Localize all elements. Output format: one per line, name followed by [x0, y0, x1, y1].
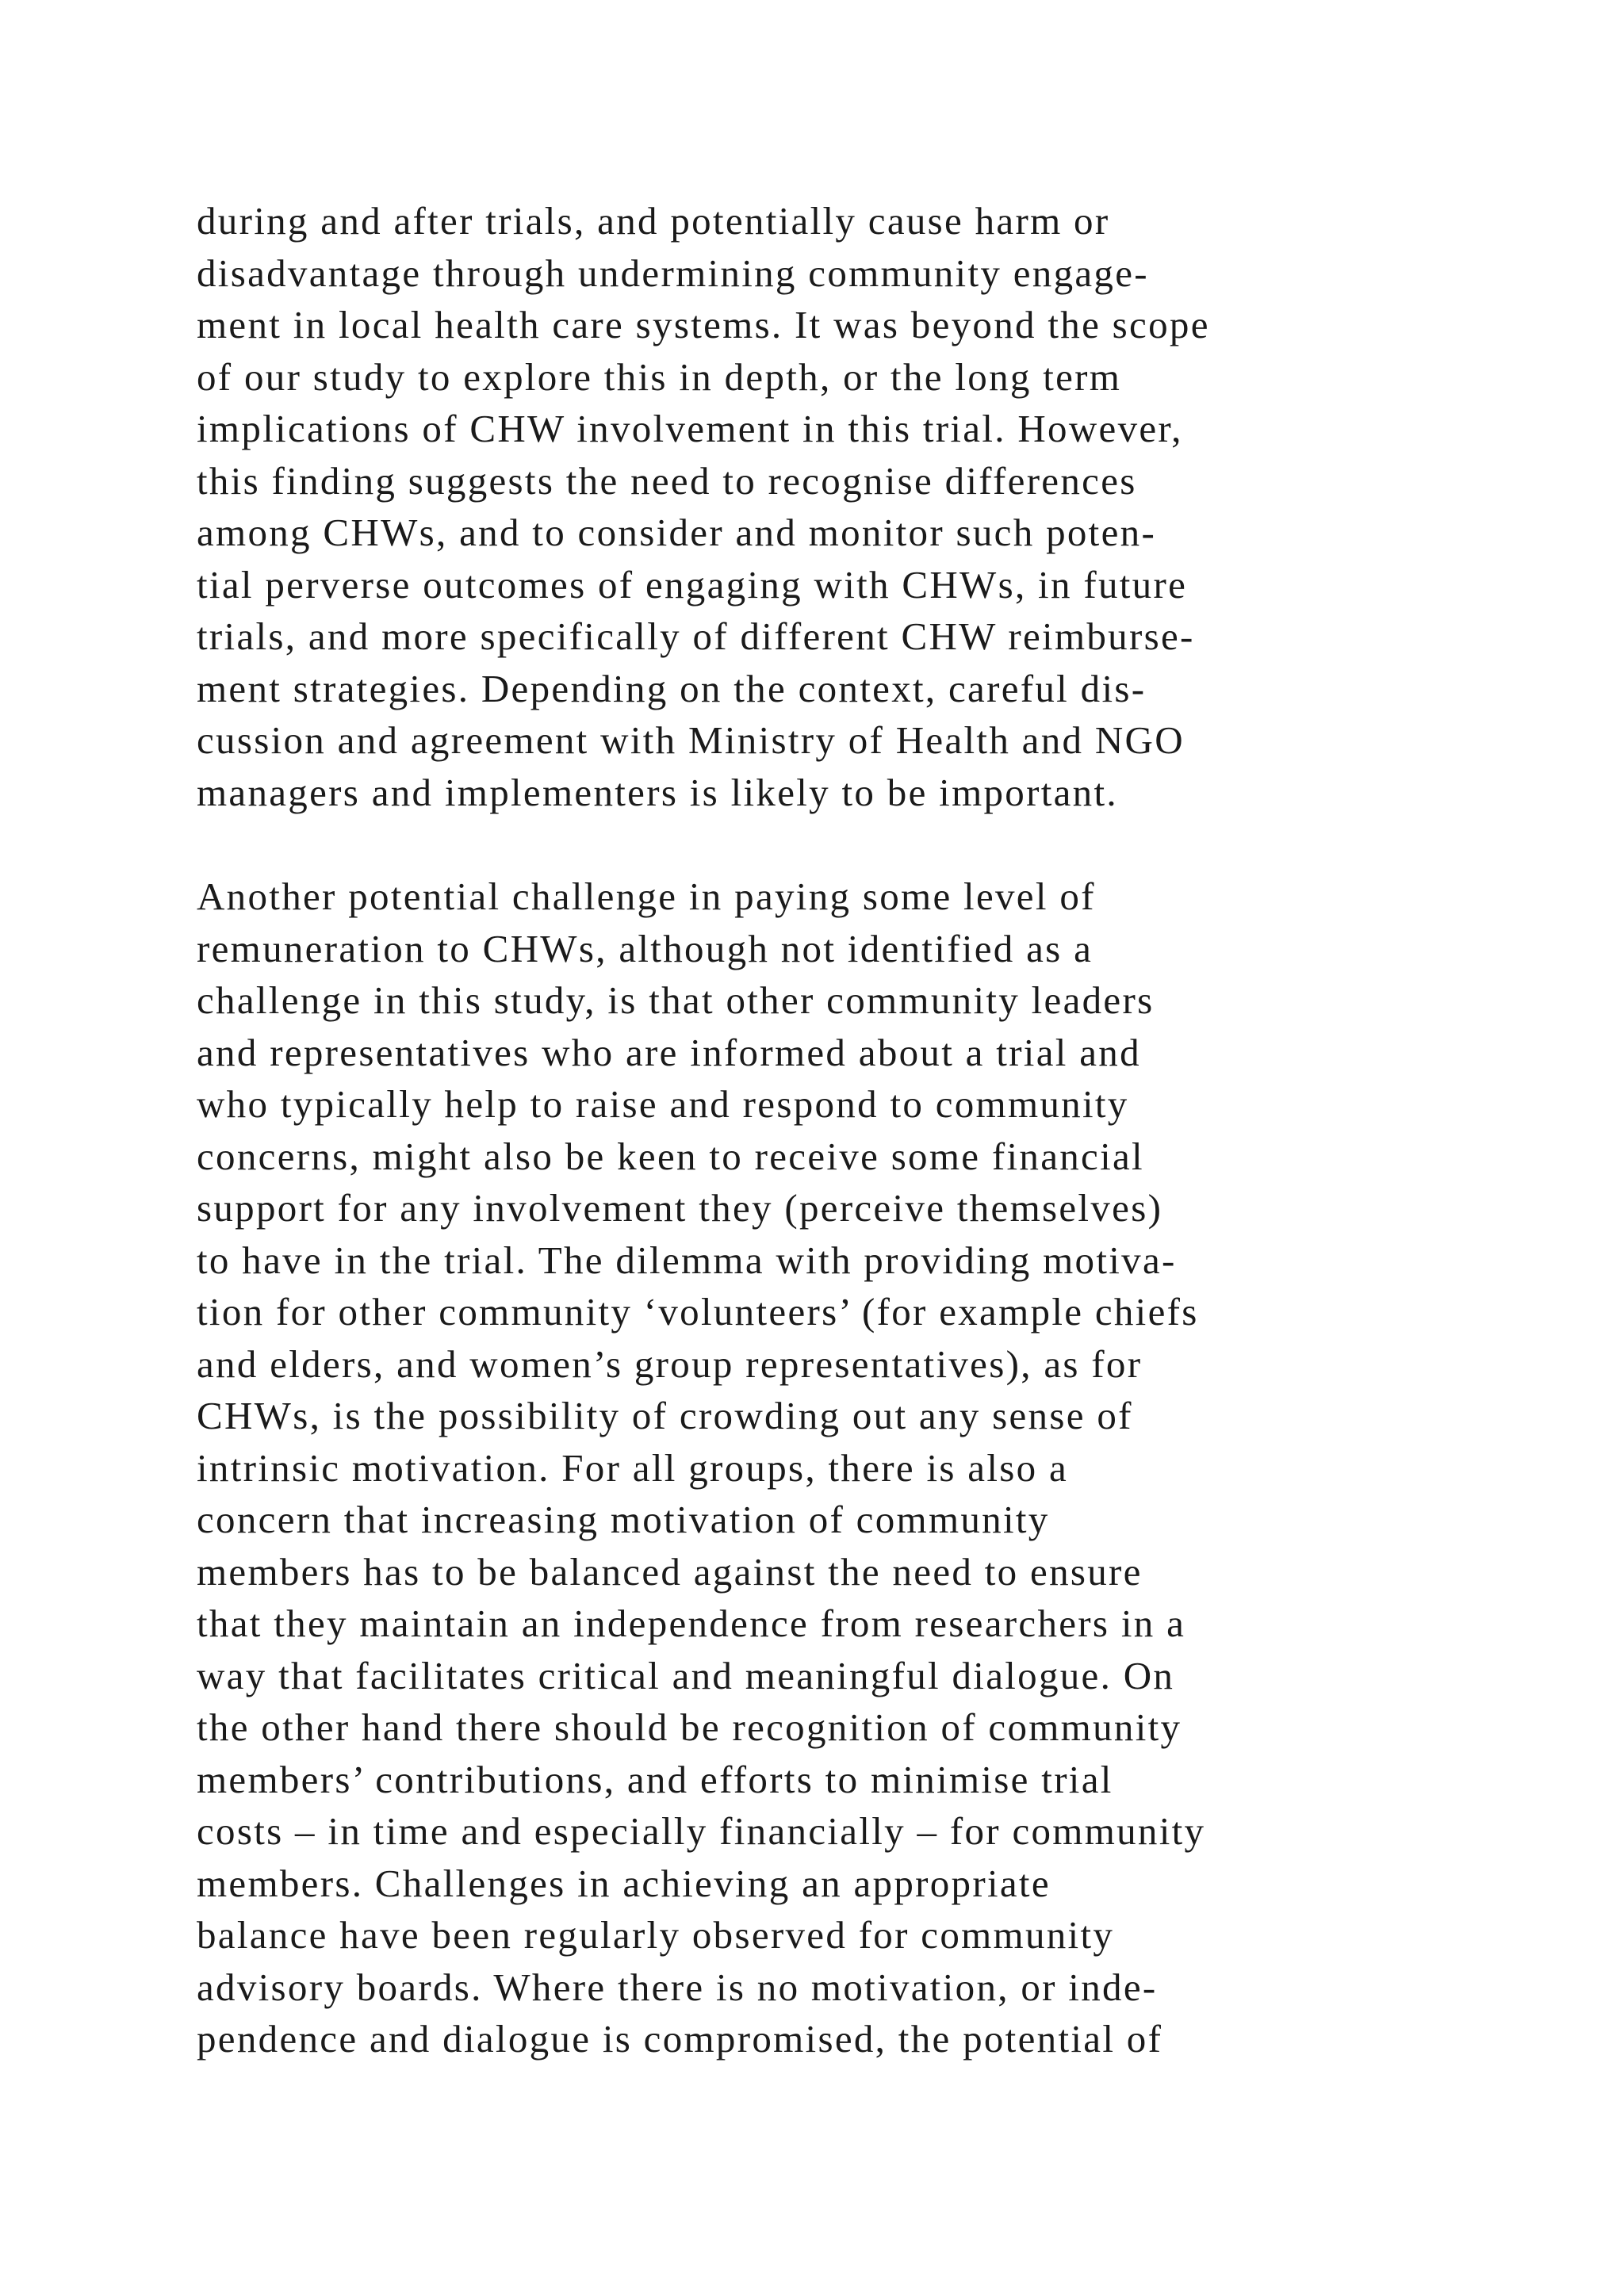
paragraph: [197, 871, 1592, 2065]
text-line: managers and implementers is likely to be important.: [197, 770, 1118, 814]
text-line: during and after trials, and potentially cause harm or: [197, 199, 1110, 243]
text-line: challenge in this study, is that other community leaders: [197, 978, 1155, 1022]
text-line: costs – in time and especially financially – for community: [197, 1809, 1206, 1853]
text-line: that they maintain an independence from researchers in a: [197, 1601, 1186, 1645]
text-line: trials, and more specifically of different CHW reimburse-: [197, 614, 1195, 658]
paragraph: [197, 195, 1592, 818]
text-line: balance have been regularly observed for community: [197, 1913, 1115, 1957]
text-line: advisory boards. Where there is no motivation, or inde-: [197, 1965, 1158, 2009]
text-line: pendence and dialogue is compromised, the potential of: [197, 2017, 1163, 2061]
text-line: Another potential challenge in paying some level of: [197, 874, 1096, 918]
text-line: and elders, and women’s group representatives), as for: [197, 1341, 1143, 1386]
text-line: among CHWs, and to consider and monitor such poten-: [197, 511, 1157, 554]
text-line: ment strategies. Depending on the context, careful dis-: [197, 666, 1147, 710]
text-line: members’ contributions, and efforts to minimise trial: [197, 1757, 1113, 1801]
text-line: to have in the trial. The dilemma with providing motiva-: [197, 1238, 1177, 1282]
text-line: support for any involvement they (perceive themselves): [197, 1186, 1163, 1230]
text-line: concern that increasing motivation of community: [197, 1498, 1050, 1541]
text-line: this finding suggests the need to recognise differences: [197, 458, 1137, 503]
text-line: ment in local health care systems. It was beyond the scope: [197, 303, 1210, 346]
text-line: cussion and agreement with Ministry of Health and NGO: [197, 718, 1185, 762]
text-line: who typically help to raise and respond to community: [197, 1082, 1129, 1126]
text-line: concerns, might also be keen to receive some financial: [197, 1134, 1144, 1178]
text-line: remuneration to CHWs, although not identified as a: [197, 926, 1094, 970]
text-line: and representatives who are informed about a trial and: [197, 1030, 1141, 1074]
text-line: the other hand there should be recognition of community: [197, 1705, 1182, 1749]
text-line: tion for other community ‘volunteers’ (for example chiefs: [197, 1290, 1199, 1334]
text-line: tial perverse outcomes of engaging with CHWs, in future: [197, 562, 1188, 607]
text-line: members. Challenges in achieving an appropriate: [197, 1861, 1051, 1905]
text-line: members has to be balanced against the need to ensure: [197, 1549, 1143, 1594]
text-line: disadvantage through undermining community engage-: [197, 251, 1149, 295]
text-line: of our study to explore this in depth, or the long term: [197, 354, 1122, 399]
text-line: implications of CHW involvement in this trial. However,: [197, 407, 1183, 450]
text-line: way that facilitates critical and meaningful dialogue. On: [197, 1653, 1175, 1697]
text-line: CHWs, is the possibility of crowding out any sense of: [197, 1394, 1133, 1437]
text-line: intrinsic motivation. For all groups, there is also a: [197, 1445, 1069, 1490]
